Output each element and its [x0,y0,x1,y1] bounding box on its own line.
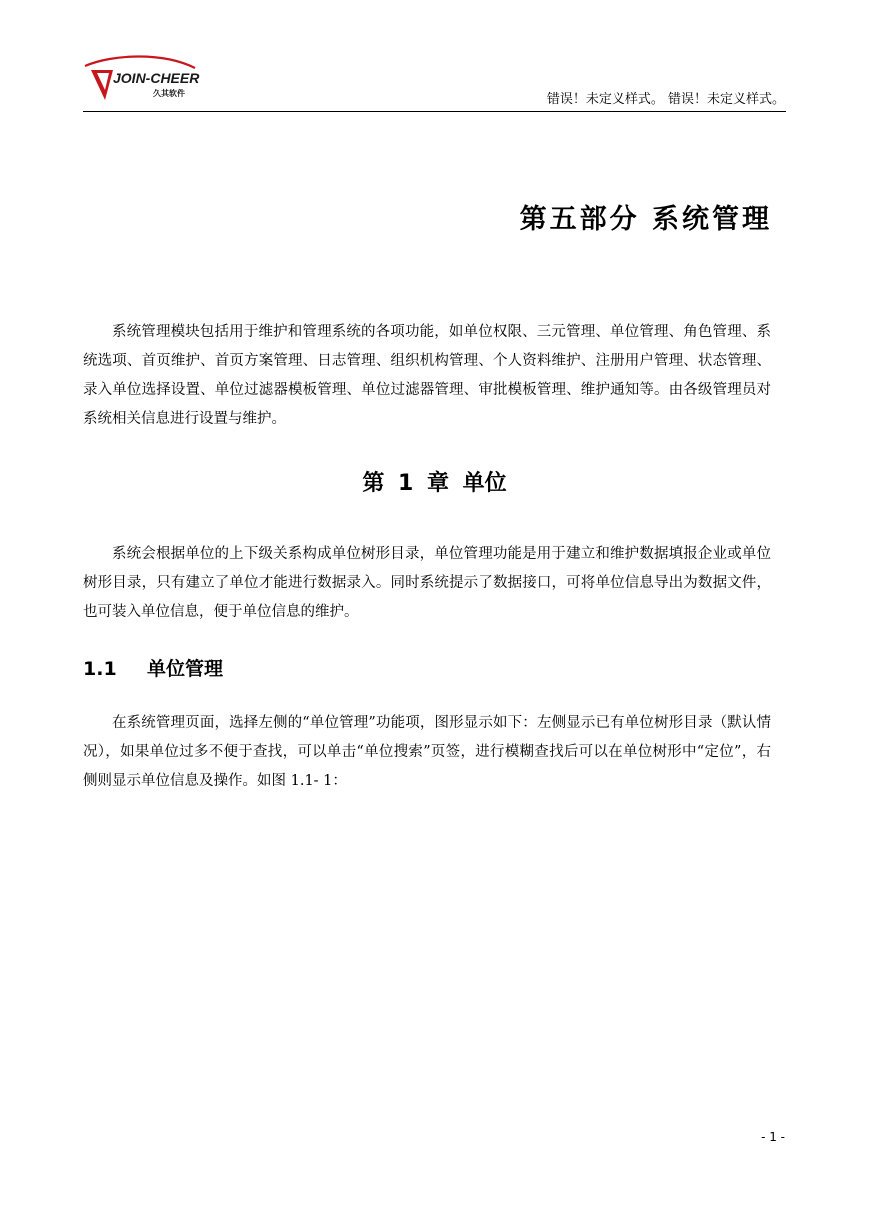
logo-subtext: 久其软件 [153,89,185,98]
company-logo [83,54,203,104]
running-header: 错误！未定义样式。 错误！未定义样式。 [546,92,785,107]
section-title: 单位管理 [147,658,224,680]
page-number: - 1 - [761,1130,785,1144]
section-paragraph: 在系统管理页面，选择左侧的“单位管理”功能项，图形显示如下：左侧显示已有单位树形目录（默认情况），如果单位过多不便于查找，可以单击“单位搜索”页签，进行模糊查找后可以在单位树形中“定位”，右侧则显示单位信息及操作。如图 1.1- 1： [83,715,771,789]
chapter-paragraph: 系统会根据单位的上下级关系构成单位树形目录，单位管理功能是用于建立和维护数据填报企业或单位树形目录，只有建立了单位才能进行数据录入。同时系统提示了数据接口，可将单位信息导出为数据文件，也可装入单位信息，便于单位信息的维护。 [83,546,771,620]
chapter-title: 第 1 章 单位 [362,471,507,496]
intro-paragraph: 系统管理模块包括用于维护和管理系统的各项功能，如单位权限、三元管理、单位管理、角色管理、系统选项、首页维护、首页方案管理、日志管理、组织机构管理、个人资料维护、注册用户管理、状态管理、录入单位选择设置、单位过滤器模板管理、单位过滤器管理、审批模板管理、维护通知等。由各级管理员对系统相关信息进行设置与维护。 [83,324,771,427]
part-title: 第五部分 系统管理 [519,204,772,235]
section-number: 1.1 [83,658,117,680]
header-divider [83,111,786,112]
section-heading [83,654,223,681]
logo-text: JOIN-CHEER [113,70,200,86]
